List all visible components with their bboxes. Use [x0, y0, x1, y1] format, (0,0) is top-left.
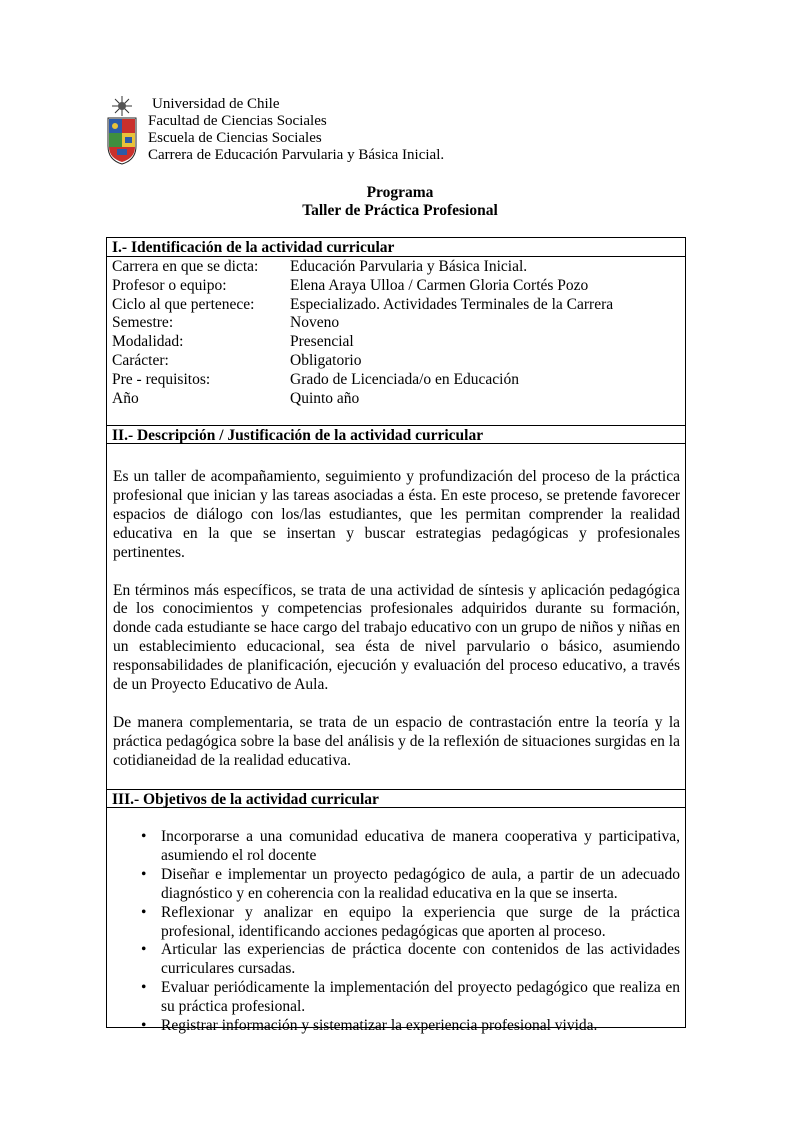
- career-name: Carrera de Educación Parvularia y Básica Inicial.: [148, 147, 445, 163]
- ident-value: Elena Araya Ulloa / Carmen Gloria Cortés Pozo: [290, 276, 589, 294]
- school-name: Escuela de Ciencias Sociales: [148, 130, 322, 146]
- ident-value: Grado de Licenciada/o en Educación: [290, 370, 519, 388]
- ident-value: Educación Parvularia y Básica Inicial.: [290, 258, 528, 275]
- ident-label: Carrera en que se dicta:: [112, 258, 259, 275]
- bullet-icon: •: [141, 1017, 147, 1035]
- program-title: Programa: [366, 184, 434, 201]
- ident-label: Modalidad:: [112, 333, 184, 351]
- ident-label: Profesor o equipo:: [112, 276, 227, 294]
- ident-row: [112, 314, 680, 333]
- objective-text: Diseñar e implementar un proyecto pedagógico de aula, a partir de un adecuado diagnóstico y en coherencia con la realidad educativa en la que se inserta.: [161, 865, 680, 902]
- institution-block: [148, 96, 444, 164]
- bullet-icon: •: [141, 903, 147, 921]
- identification-list: [107, 257, 685, 425]
- university-name: Universidad de Chile: [152, 96, 280, 112]
- objective-text: Articular las experiencias de práctica docente con contenidos de las actividades curriculares cursadas.: [161, 941, 680, 978]
- section-2-heading: II.- Descripción / Justificación de la actividad curricular: [107, 425, 685, 444]
- objectives-list: [107, 828, 680, 1036]
- ident-value: Noveno: [290, 314, 340, 332]
- list-item: [107, 979, 680, 1017]
- faculty-name: Facultad de Ciencias Sociales: [148, 113, 327, 129]
- description-paragraph: Es un taller de acompañamiento, seguimiento y profundización del proceso de la práctica profesional que inician y las tareas asociadas a ésta. En este proceso, se pretende favorecer espacios de diálogo con los/las estudiantes, que les permitan comprender la realidad educativa en la que se insertan y buscar estrategias pedagógicas y profesionales pertinentes.: [113, 468, 680, 561]
- objectives-body: [107, 808, 685, 1036]
- ident-row: [112, 258, 680, 277]
- ident-label: Pre - requisitos:: [112, 370, 211, 388]
- university-crest-icon: [104, 94, 140, 166]
- document-header: [104, 94, 704, 174]
- section-3-heading: III.- Objetivos de la actividad curricular: [107, 789, 685, 808]
- ident-label: Semestre:: [112, 314, 174, 332]
- objective-text: Reflexionar y analizar en equipo la experiencia que surge de la práctica profesional, identificando acciones pedagógicas que aporten al proceso.: [161, 903, 680, 940]
- list-item: [107, 1017, 680, 1036]
- ident-label: Año: [112, 389, 139, 407]
- ident-row: [112, 277, 680, 296]
- course-title: Taller de Práctica Profesional: [302, 202, 498, 219]
- ident-row: [112, 390, 680, 409]
- description-body: [107, 444, 685, 789]
- bullet-icon: •: [141, 979, 147, 997]
- description-paragraph: De manera complementaria, se trata de un espacio de contrastación entre la teoría y la práctica pedagógica sobre la base del análisis y de la reflexión de situaciones surgidas en la cotidianeidad de la realidad educativa.: [113, 713, 680, 769]
- bullet-icon: •: [141, 941, 147, 959]
- ident-row: [112, 296, 680, 315]
- ident-label: Ciclo al que pertenece:: [112, 295, 255, 313]
- objective-text: Incorporarse a una comunidad educativa de manera cooperativa y participativa, asumiendo el rol docente: [161, 828, 680, 864]
- ident-label: Carácter:: [112, 351, 169, 369]
- objective-text: Evaluar periódicamente la implementación del proyecto pedagógico que realiza en su práctica profesional.: [161, 979, 680, 1016]
- ident-row: [112, 371, 680, 390]
- description-paragraph: En términos más específicos, se trata de una actividad de síntesis y aplicación pedagógica de los conocimientos y competencias profesionales adquiridos durante su formación, donde cada estudiante se hace cargo del trabajo educativo con un grupo de niños y niñas en un establecimiento educacional, sea ésta de nivel parvulario o básico, asumiendo responsabilidades de planificación, ejecución y evaluación del proceso educativo, a través de un Proyecto Educativo de Aula.: [113, 581, 680, 694]
- ident-row: [112, 352, 680, 371]
- bullet-icon: •: [141, 865, 147, 883]
- program-table: [106, 237, 686, 1035]
- bullet-icon: •: [141, 828, 147, 845]
- ident-value: Obligatorio: [290, 351, 362, 369]
- ident-row: [112, 333, 680, 352]
- ident-value: Presencial: [290, 333, 354, 351]
- list-item: [107, 866, 680, 904]
- objective-text: Registrar información y sistematizar la experiencia profesional vivida.: [161, 1017, 598, 1035]
- section-1-heading: I.- Identificación de la actividad curricular: [107, 238, 685, 257]
- ident-value: Quinto año: [290, 389, 360, 407]
- list-item: [107, 828, 680, 866]
- ident-value: Especializado. Actividades Terminales de la Carrera: [290, 295, 614, 313]
- list-item: [107, 904, 680, 942]
- list-item: [107, 941, 680, 979]
